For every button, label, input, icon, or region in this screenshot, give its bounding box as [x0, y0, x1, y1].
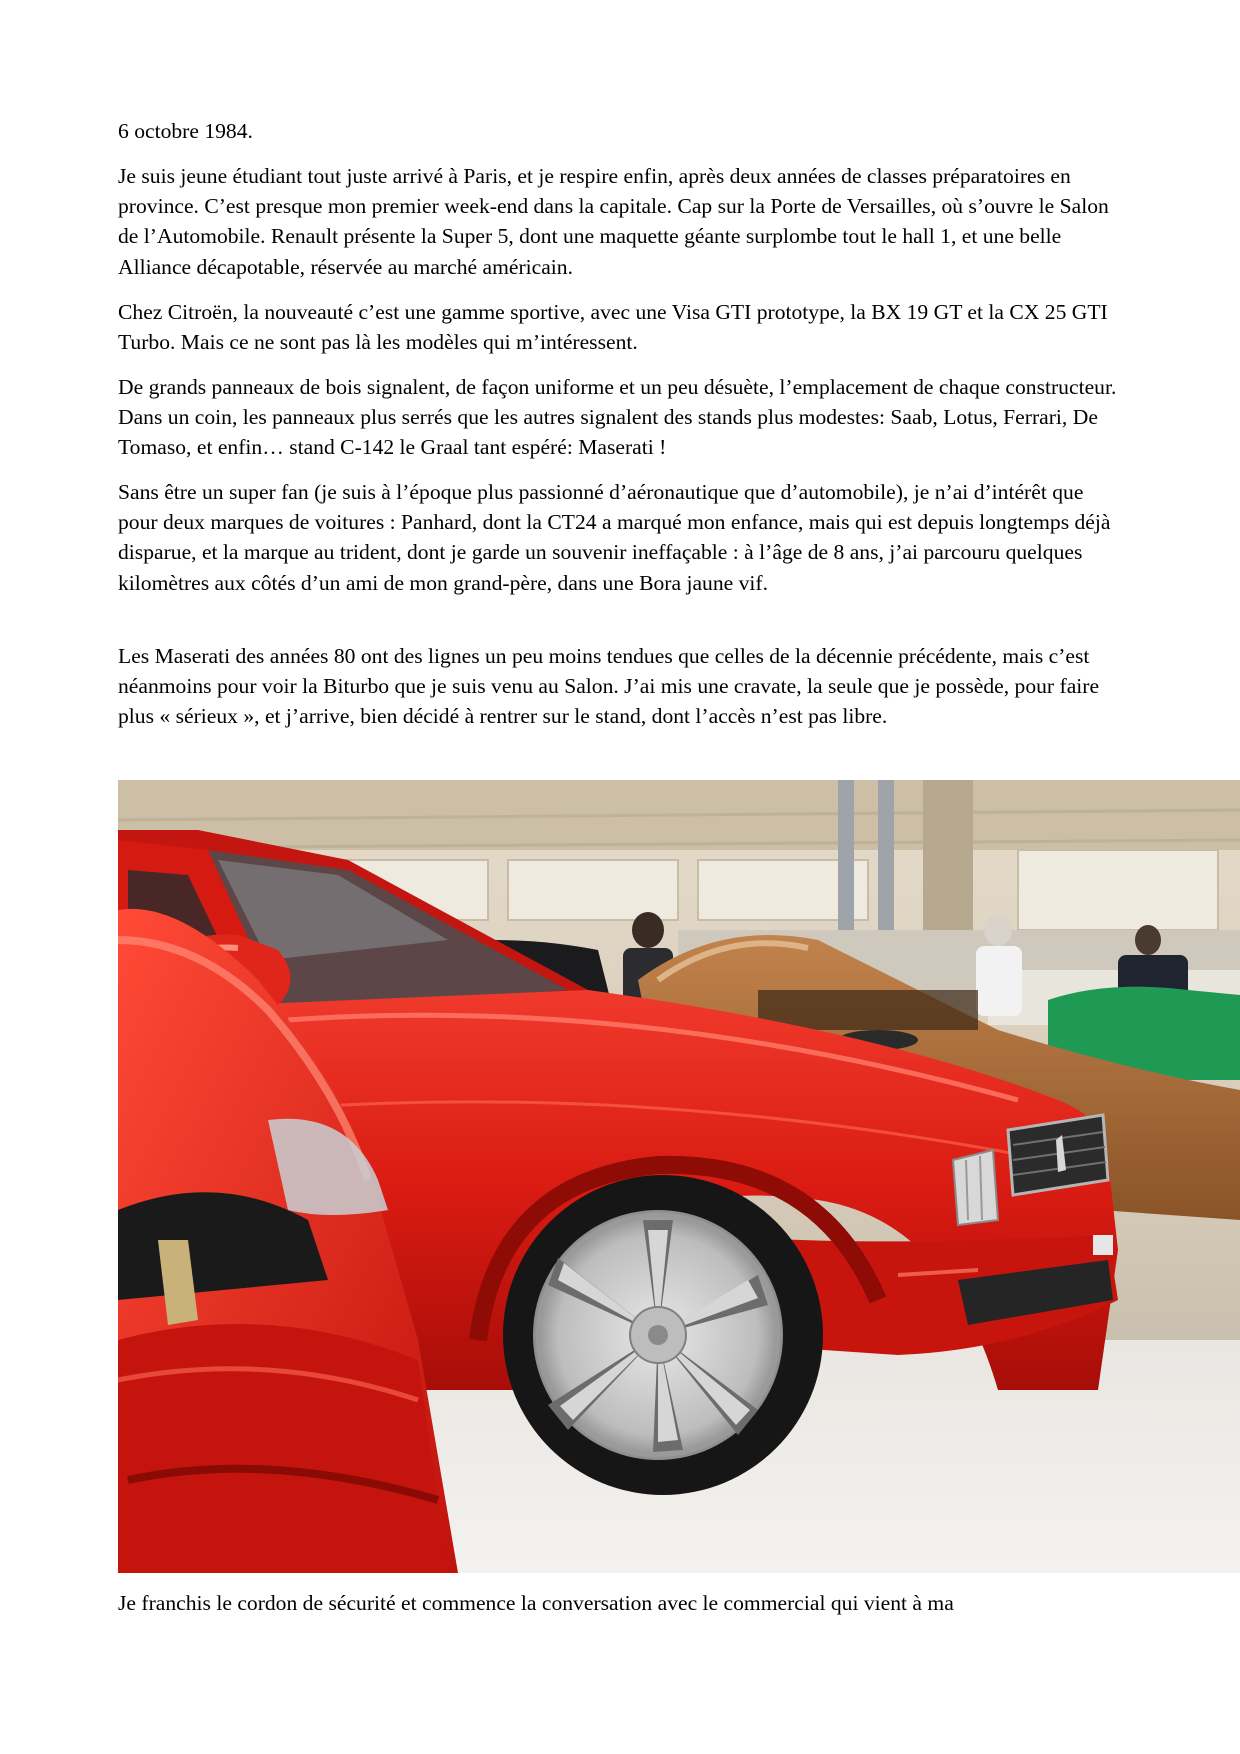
display-frame	[838, 780, 854, 940]
front-wheel	[503, 1175, 823, 1495]
paragraph-3: De grands panneaux de bois signalent, de façon uniforme et un peu désuète, l’emplacement de chaque constructeur. Dans un coin, les panneaux plus serrés que les autres signalent des stands plus modestes: Saab, Lotus, Ferrari, De Tomaso, et enfin… stand C-142 le Graal tant espéré: Maserati !	[118, 375, 1117, 460]
maserati-photo	[118, 780, 1240, 1573]
paragraph-4-block	[118, 477, 1128, 598]
paragraph-2-block	[118, 297, 1128, 357]
fog-light	[1093, 1235, 1113, 1255]
paragraph-4: Sans être un super fan (je suis à l’époque plus passionné d’aéronautique que d’automobile), je n’ai d’intérêt que pour deux marques de voitures : Panhard, dont la CT24 a marqué mon enfance, mais qui est depuis longtemps déjà disparue, et la marque au trident, dont je garde un souvenir ineffaçable : à l’âge de 8 ans, j’ai parcouru quelques kilomètres aux côtés d’un ami de mon grand-père, dans une Bora jaune vif.	[118, 480, 1111, 595]
paragraph-5: Les Maserati des années 80 ont des lignes un peu moins tendues que celles de la décennie précédente, mais c’est néanmoins pour voir la Biturbo que je suis venu au Salon. J’ai mis une cravate, la seule que je possède, pour faire plus « sérieux », et j’arrive, bien décidé à rentrer sur le stand, dont l’accès n’est pas libre.	[118, 644, 1100, 729]
headlights	[953, 1150, 998, 1225]
grille	[1008, 1115, 1108, 1195]
paragraph-5-block	[118, 641, 1128, 732]
paragraph-1: Je suis jeune étudiant tout juste arrivé à Paris, et je respire enfin, après deux années de classes préparatoires en province. C’est presque mon premier week-end dans la capitale. Cap sur la Porte de Versailles, où s’ouvre le Salon de l’Automobile. Renault présente la Super 5, dont une maquette géante surplombe tout le hall 1, et une belle Alliance décapotable, réservée au marché américain.	[118, 164, 1109, 279]
maserati-photo-illustration	[118, 780, 1240, 1573]
after-photo-paragraph: Je franchis le cordon de sécurité et commence la conversation avec le commercial qui vient à ma	[118, 1591, 954, 1615]
paragraph-2: Chez Citroën, la nouveauté c’est une gamme sportive, avec une Visa GTI prototype, la BX 19 GT et la CX 25 GTI Turbo. Mais ce ne sont pas là les modèles qui m’intéressent.	[118, 300, 1108, 355]
date-line	[118, 116, 1128, 146]
date: 6 octobre 1984.	[118, 119, 253, 143]
paragraph-3-block	[118, 372, 1128, 463]
after-photo-block	[118, 1588, 1128, 1618]
paragraph-1-block	[118, 161, 1128, 282]
